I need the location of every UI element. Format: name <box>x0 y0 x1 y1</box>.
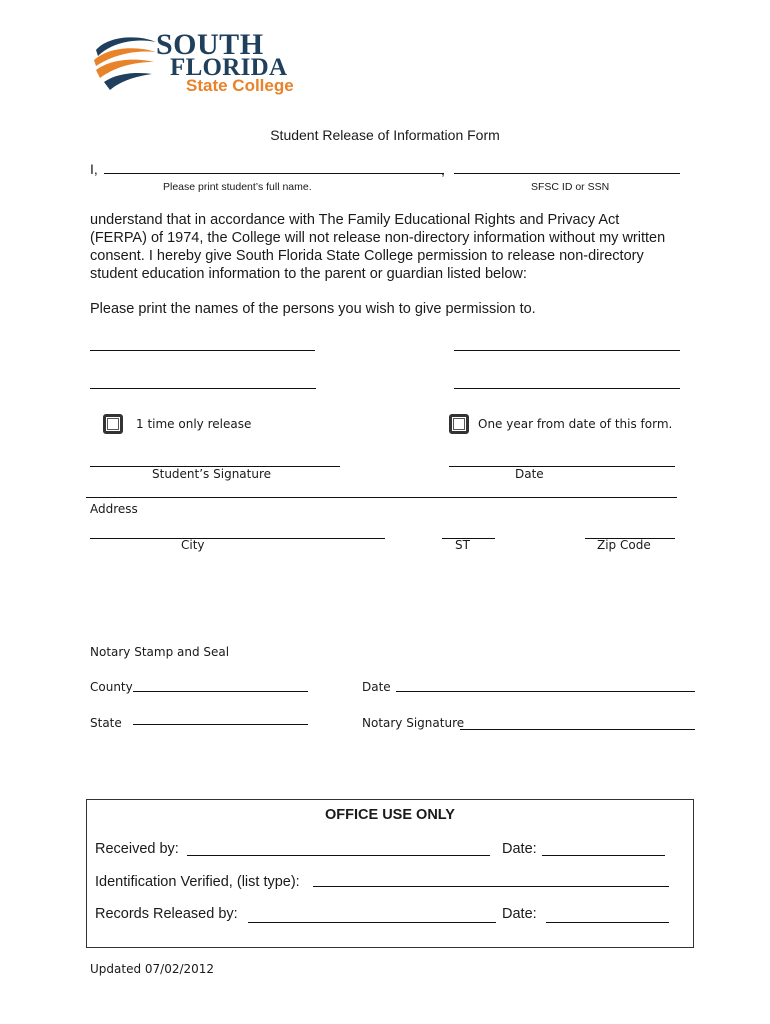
name-caption: Please print student’s full name. <box>163 181 312 193</box>
state-label: State <box>90 716 122 730</box>
st-label: ST <box>455 538 470 552</box>
id-caption: SFSC ID or SSN <box>531 181 610 193</box>
one-time-release-checkbox[interactable] <box>103 414 123 434</box>
logo-swoosh-icon <box>90 28 160 98</box>
notary-date-label: Date <box>362 680 391 694</box>
permitted-person-1-field[interactable] <box>90 350 315 351</box>
form-title: Student Release of Information Form <box>270 127 500 143</box>
permitted-person-4-field[interactable] <box>454 388 680 389</box>
college-logo <box>90 28 300 98</box>
county-field[interactable] <box>133 691 308 692</box>
office-date-1-field[interactable] <box>542 855 665 856</box>
records-released-label: Records Released by: <box>95 906 238 922</box>
student-name-field[interactable] <box>104 173 444 174</box>
address-label: Address <box>90 502 138 516</box>
office-date-2-field[interactable] <box>546 922 669 923</box>
city-field[interactable] <box>90 538 385 539</box>
notary-signature-label: Notary Signature <box>362 716 465 730</box>
zip-code-label: Zip Code <box>597 538 651 552</box>
student-signature-label: Student’s Signature <box>152 467 272 481</box>
permitted-person-3-field[interactable] <box>90 388 316 389</box>
notary-heading: Notary Stamp and Seal <box>90 645 230 659</box>
logo-state-college: State College <box>186 76 294 95</box>
updated-date: Updated 07/02/2012 <box>90 962 215 976</box>
received-by-field[interactable] <box>187 855 490 856</box>
notary-signature-field[interactable] <box>460 729 695 730</box>
address-field[interactable] <box>86 497 677 498</box>
notary-date-field[interactable] <box>396 691 695 692</box>
permitted-person-2-field[interactable] <box>454 350 680 351</box>
ferpa-paragraph: understand that in accordance with The Family Educational Rights and Privacy Act (FERPA) of 1974, the College will not release non-directory information without my written consent. I hereby give South Florida State College permission to release non-directory student education information to the parent or guardian listed below: <box>90 212 666 282</box>
county-label: County <box>90 680 133 694</box>
office-date-2-label: Date: <box>502 906 537 922</box>
student-date-label: Date <box>515 467 544 481</box>
one-year-release-checkbox[interactable] <box>449 414 469 434</box>
one-time-release-label: 1 time only release <box>136 417 252 431</box>
logo-south: SOUTH <box>156 28 264 61</box>
received-by-label: Received by: <box>95 841 179 857</box>
i-label: I, <box>90 161 98 177</box>
sfsc-id-field[interactable] <box>454 173 680 174</box>
one-year-release-label: One year from date of this form. <box>478 417 673 431</box>
office-date-1-label: Date: <box>502 841 537 857</box>
id-verified-label: Identification Verified, (list type): <box>95 874 300 890</box>
names-instruction: Please print the names of the persons you wish to give permission to. <box>90 301 536 317</box>
records-released-field[interactable] <box>248 922 496 923</box>
state-field[interactable] <box>133 724 308 725</box>
office-use-title: OFFICE USE ONLY <box>325 807 455 823</box>
student-date-field[interactable] <box>449 466 675 467</box>
city-label: City <box>181 538 205 552</box>
logo-florida: FLORIDA <box>170 54 288 81</box>
office-use-box <box>86 799 694 948</box>
id-verified-field[interactable] <box>313 886 669 887</box>
comma: , <box>441 162 445 178</box>
